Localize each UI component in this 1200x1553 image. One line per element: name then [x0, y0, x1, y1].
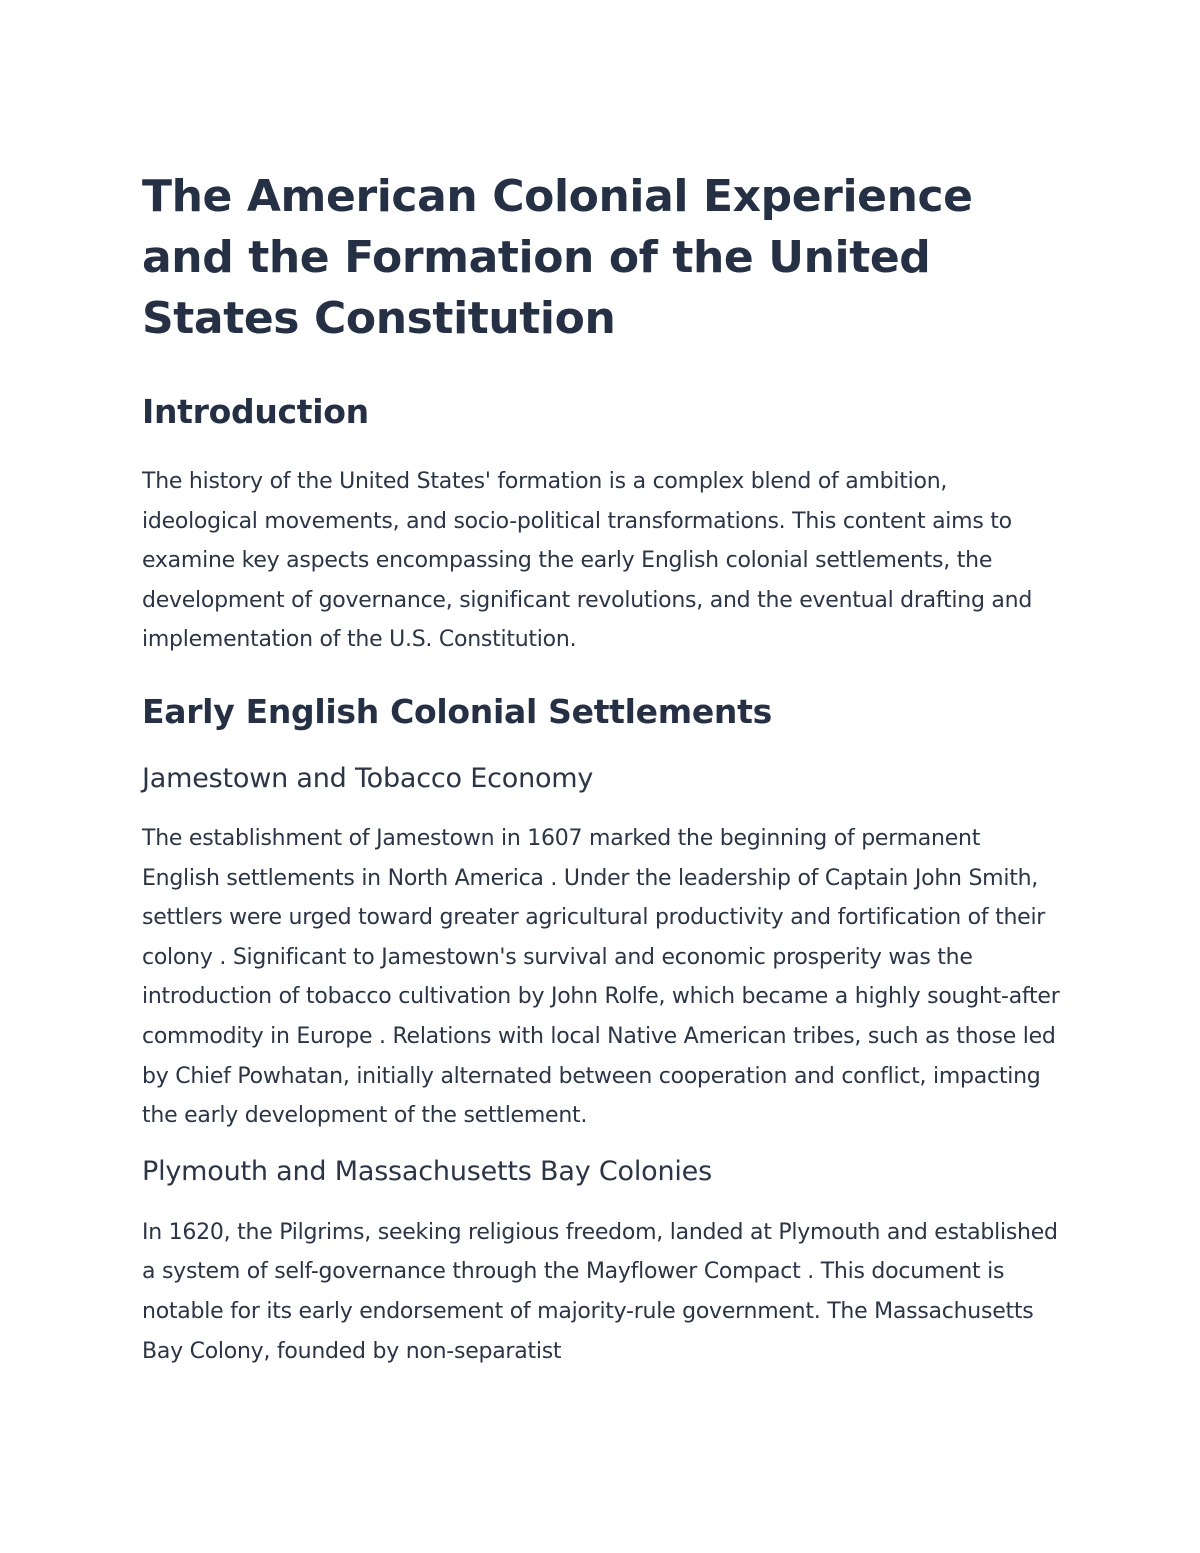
introduction-paragraph: The history of the United States' formation is a complex blend of ambition, ideological movements, and socio-political transformations. This content aims to examine key aspects encompassing the early English colonial settlements, the development of governance, significant revolutions, and the eventual drafting and implementation of the U.S. Constitution. — [142, 469, 1033, 653]
early-settlements-heading: Early English Colonial Settlements — [142, 691, 772, 731]
introduction-heading: Introduction — [142, 392, 369, 431]
jamestown-heading: Jamestown and Tobacco Economy — [142, 762, 594, 794]
document-title: The American Colonial Experience and the Formation of the United States Constitution — [142, 171, 973, 344]
jamestown-paragraph: The establishment of Jamestown in 1607 marked the beginning of permanent English settlements in North America . Under the leadership of Captain John Smith, settlers were urged toward greater agricultural productivity and fortification of their colony . Significant to Jamestown's survival and economic prosperity was the introduction of tobacco cultivation by John Rolfe, which became a highly sought-after commodity in Europe . Relations with local Native American tribes, such as those led by Chief Powhatan, initially alternated between cooperation and conflict, impacting the early development of the settlement. — [142, 825, 1060, 1129]
plymouth-heading: Plymouth and Massachusetts Bay Colonies — [142, 1155, 712, 1187]
document-page — [142, 166, 1062, 1371]
plymouth-paragraph: In 1620, the Pilgrims, seeking religious freedom, landed at Plymouth and established a system of self-governance through the Mayflower Compact . This document is notable for its early endorsement of majority-rule government. The Massachusetts Bay Colony, founded by non-separatist — [142, 1219, 1058, 1364]
